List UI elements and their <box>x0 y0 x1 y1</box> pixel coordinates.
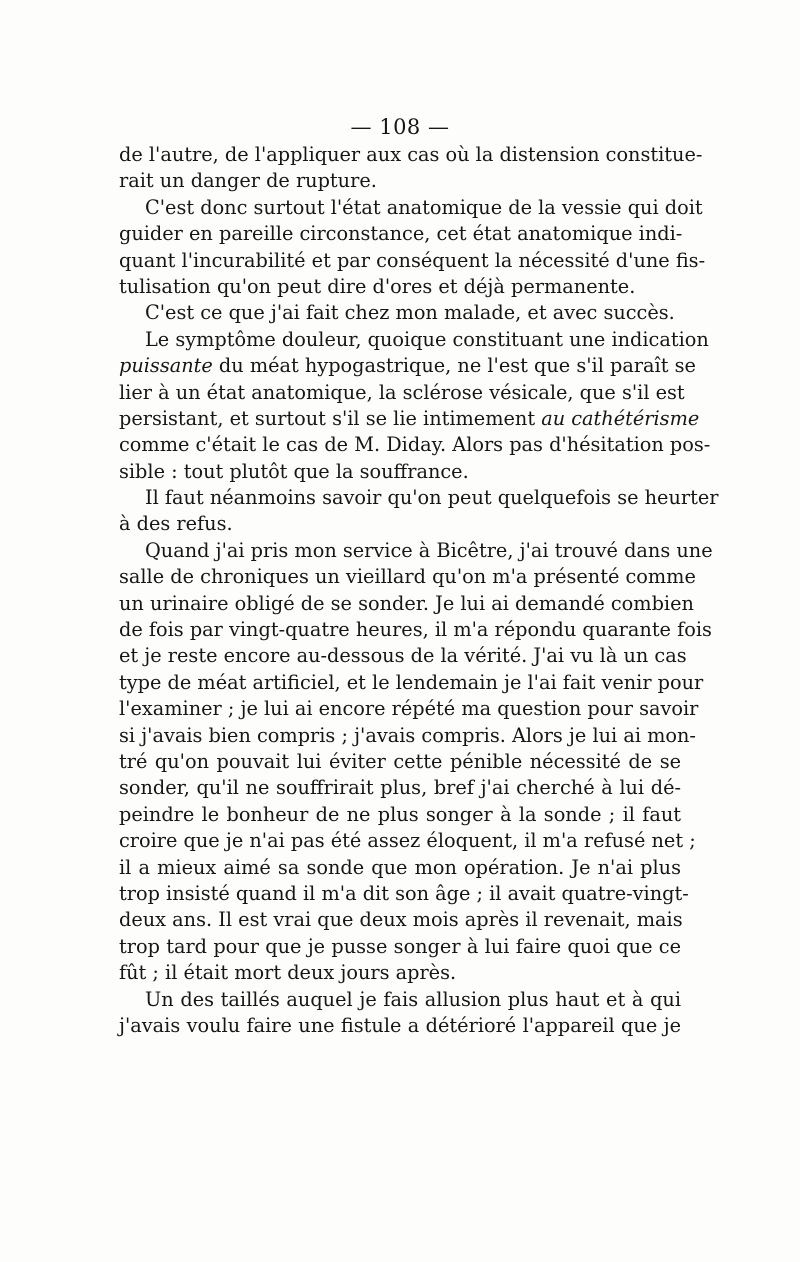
text-line: tulisation qu'on peut dire d'ores et déjà permanente. <box>119 274 636 298</box>
text-line: j'avais voulu faire une fistule a détérioré l'appareil que je <box>119 1013 681 1037</box>
text-line: un urinaire obligé de se sonder. Je lui ai demandé combien <box>119 591 694 615</box>
text-line: type de méat artificiel, et le lendemain je l'ai fait venir pour <box>119 670 704 694</box>
text-line: C'est ce que j'ai fait chez mon malade, et avec succès. <box>145 301 675 325</box>
text-line: Le symptôme douleur, quoique constituant une indication <box>145 327 709 351</box>
text-line: tré qu'on pouvait lui éviter cette pénible nécessité de se <box>119 749 681 773</box>
text-line: de fois par vingt-quatre heures, il m'a répondu quarante fois <box>119 618 712 642</box>
text-line: fût ; il était mort deux jours après. <box>119 961 457 985</box>
text-line: sonder, qu'il ne souffrirait plus, bref j'ai cherché à lui dé- <box>119 776 681 800</box>
text-line: guider en pareille circonstance, cet état anatomique indi- <box>119 222 683 246</box>
line-text: du méat hypogastrique, ne l'est que s'il paraît se <box>212 354 696 378</box>
text-line: si j'avais bien compris ; j'avais compris. Alors je lui ai mon- <box>119 723 696 747</box>
page-number: — 108 — <box>350 115 450 139</box>
text-line: trop tard pour que je pusse songer à lui faire quoi que ce <box>119 934 681 958</box>
italic-phrase: au cathétérisme <box>541 406 700 430</box>
text-line: trop insisté quand il m'a dit son âge ; il avait quatre-vingt- <box>119 881 689 905</box>
text-line: Quand j'ai pris mon service à Bicêtre, j'ai trouvé dans une <box>145 538 713 562</box>
text-line: comme c'était le cas de M. Diday. Alors pas d'hésitation pos- <box>119 433 711 457</box>
italic-word: puissante <box>119 354 213 378</box>
text-line <box>119 353 696 379</box>
text-line: quant l'incurabilité et par conséquent la nécessité d'une fis- <box>119 248 706 272</box>
text-line: lier à un état anatomique, la sclérose vésicale, que s'il est <box>119 380 685 404</box>
text-line: à des refus. <box>119 512 233 536</box>
text-line <box>119 406 700 432</box>
text-line: Un des taillés auquel je fais allusion plus haut et à qui <box>145 987 681 1011</box>
text-line: Il faut néanmoins savoir qu'on peut quelquefois se heurter <box>145 486 719 510</box>
text-line: l'examiner ; je lui ai encore répété ma question pour savoir <box>119 697 699 721</box>
text-line: sible : tout plutôt que la souffrance. <box>119 459 469 483</box>
text-line: croire que je n'ai pas été assez éloquent, il m'a refusé net ; <box>119 829 696 853</box>
text-line: peindre le bonheur de ne plus songer à la sonde ; il faut <box>119 802 681 826</box>
body-text <box>119 142 719 1039</box>
text-line: C'est donc surtout l'état anatomique de la vessie qui doit <box>145 195 703 219</box>
text-line: salle de chroniques un vieillard qu'on m'a présenté comme <box>119 565 696 589</box>
text-line: deux ans. Il est vrai que deux mois après il revenait, mais <box>119 908 683 932</box>
text-line: rait un danger de rupture. <box>119 169 377 193</box>
text-line: il a mieux aimé sa sonde que mon opération. Je n'ai plus <box>119 855 681 879</box>
text-line: et je reste encore au-dessous de la vérité. J'ai vu là un cas <box>119 644 687 668</box>
text-line: de l'autre, de l'appliquer aux cas où la distension constitue- <box>119 143 703 166</box>
line-text: persistant, et surtout s'il se lie intimement <box>119 406 542 430</box>
